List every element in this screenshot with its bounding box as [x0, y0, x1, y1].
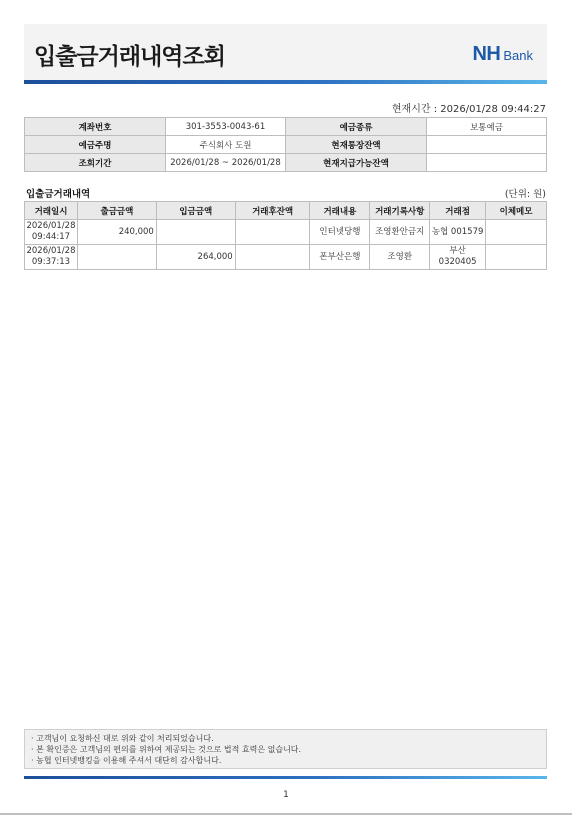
- transactions-table: [24, 201, 547, 270]
- logo-bank-text: Bank: [503, 48, 533, 63]
- cell-branch-line2: 0320405: [438, 257, 477, 267]
- cell-record: 조영환안금지: [370, 220, 430, 245]
- cell-balance: [235, 245, 310, 270]
- cell-datetime: [25, 245, 78, 270]
- notice-line: · 본 확인증은 고객님의 편의를 위하여 제공되는 것으로 법적 효력은 없습니다.: [31, 745, 302, 754]
- column-header-datetime: 거래일시: [25, 202, 78, 220]
- available-balance-value: [427, 154, 547, 172]
- notice-line: · 고객님이 요청하신 대로 위와 같이 처리되었습니다.: [31, 734, 214, 743]
- account-info-row: [25, 154, 547, 172]
- table-row: [25, 220, 547, 245]
- available-balance-label: 현재지급가능잔액: [286, 154, 427, 172]
- cell-branch-line1: 부산: [449, 246, 466, 256]
- cell-record: 조영환: [370, 245, 430, 270]
- account-holder-value: 주식회사 도원: [166, 136, 286, 154]
- query-period-value: 2026/01/28 ~ 2026/01/28: [166, 154, 286, 172]
- account-number-label: 계좌번호: [25, 118, 166, 136]
- cell-memo: [486, 220, 547, 245]
- notice-box: [24, 729, 547, 769]
- cell-time: 09:37:13: [31, 257, 71, 267]
- cell-branch: [430, 245, 486, 270]
- current-balance-value: [427, 136, 547, 154]
- header-accent-bar: [24, 80, 547, 84]
- column-header-deposit: 입금금액: [156, 202, 235, 220]
- cell-branch: [430, 220, 486, 245]
- deposit-type-label: 예금종류: [286, 118, 427, 136]
- cell-withdrawal: [77, 245, 156, 270]
- notice-line: · 농협 인터넷뱅킹을 이용해 주셔서 대단히 감사합니다.: [31, 756, 222, 765]
- nh-bank-logo: [472, 43, 533, 66]
- cell-balance: [235, 220, 310, 245]
- cell-time: 09:44:17: [31, 232, 71, 242]
- table-header-row: [25, 202, 547, 220]
- current-balance-label: 현재통장잔액: [286, 136, 427, 154]
- column-header-record: 거래기록사항: [370, 202, 430, 220]
- table-row: [25, 245, 547, 270]
- cell-date: 2026/01/28: [26, 221, 76, 231]
- current-time: 현재시간 : 2026/01/28 09:44:27: [391, 104, 546, 115]
- column-header-branch: 거래점: [430, 202, 486, 220]
- unit-label: (단위: 원): [504, 189, 546, 200]
- query-period-label: 조회기간: [25, 154, 166, 172]
- footer-accent-bar: [24, 776, 547, 779]
- column-header-balance: 거래후잔액: [235, 202, 310, 220]
- cell-branch-line1: 농협 001579: [431, 226, 484, 237]
- section-title: 입출금거래내역: [26, 189, 91, 200]
- cell-datetime: [25, 220, 78, 245]
- account-number-value: 301-3553-0043-61: [166, 118, 286, 136]
- page-title: 입출금거래내역조회: [34, 44, 225, 70]
- cell-content: 인터넷당행: [310, 220, 370, 245]
- cell-content: 폰부산은행: [310, 245, 370, 270]
- cell-date: 2026/01/28: [26, 246, 76, 256]
- page-number: 1: [283, 790, 289, 800]
- account-info-table: [24, 117, 547, 172]
- document-header: [24, 24, 547, 82]
- account-holder-label: 예금주명: [25, 136, 166, 154]
- column-header-withdrawal: 출금금액: [77, 202, 156, 220]
- cell-deposit: 264,000: [156, 245, 235, 270]
- column-header-content: 거래내용: [310, 202, 370, 220]
- account-info-row: [25, 118, 547, 136]
- cell-deposit: [156, 220, 235, 245]
- deposit-type-value: 보통예금: [427, 118, 547, 136]
- cell-withdrawal: 240,000: [77, 220, 156, 245]
- cell-memo: [486, 245, 547, 270]
- logo-nh-text: NH: [472, 43, 501, 65]
- account-info-row: [25, 136, 547, 154]
- column-header-memo: 이체메모: [486, 202, 547, 220]
